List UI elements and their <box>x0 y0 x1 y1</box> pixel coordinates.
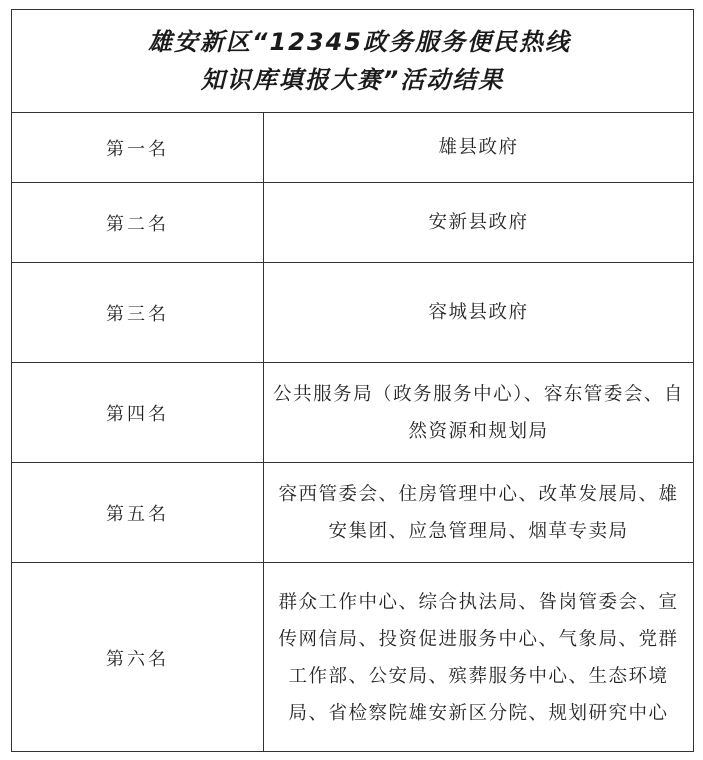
rank-cell: 第六名 <box>12 563 264 752</box>
table-row <box>12 363 693 463</box>
rank-cell: 第二名 <box>12 183 264 262</box>
rank-cell: 第三名 <box>12 263 264 362</box>
units-cell: 公共服务局（政务服务中心）、容东管委会、自然资源和规划局 <box>273 383 684 442</box>
units-cell: 安新县政府 <box>428 212 529 233</box>
table-row <box>12 563 693 752</box>
table-row <box>12 263 693 363</box>
units-cell: 容城县政府 <box>428 302 529 323</box>
units-cell: 雄县政府 <box>438 137 519 158</box>
rank-cell: 第五名 <box>12 463 264 562</box>
table-row <box>12 463 693 563</box>
title-line-1: 雄安新区“12345政务服务便民热线 <box>148 28 571 56</box>
units-cell: 群众工作中心、综合执法局、昝岗管委会、宣传网信局、投资促进服务中心、气象局、党群工作部、公安局、殡葬服务中心、生态环境局、省检察院雄安新区分院、规划研究中心 <box>278 591 679 724</box>
rank-cell: 第一名 <box>12 113 264 182</box>
title-line-2: 知识库填报大赛”活动结果 <box>200 66 505 94</box>
table-title <box>12 10 693 113</box>
rank-cell: 第四名 <box>12 363 264 462</box>
table-row <box>12 183 693 263</box>
units-cell: 容西管委会、住房管理中心、改革发展局、雄安集团、应急管理局、烟草专卖局 <box>278 483 679 542</box>
table-row <box>12 113 693 183</box>
results-table <box>11 9 694 752</box>
